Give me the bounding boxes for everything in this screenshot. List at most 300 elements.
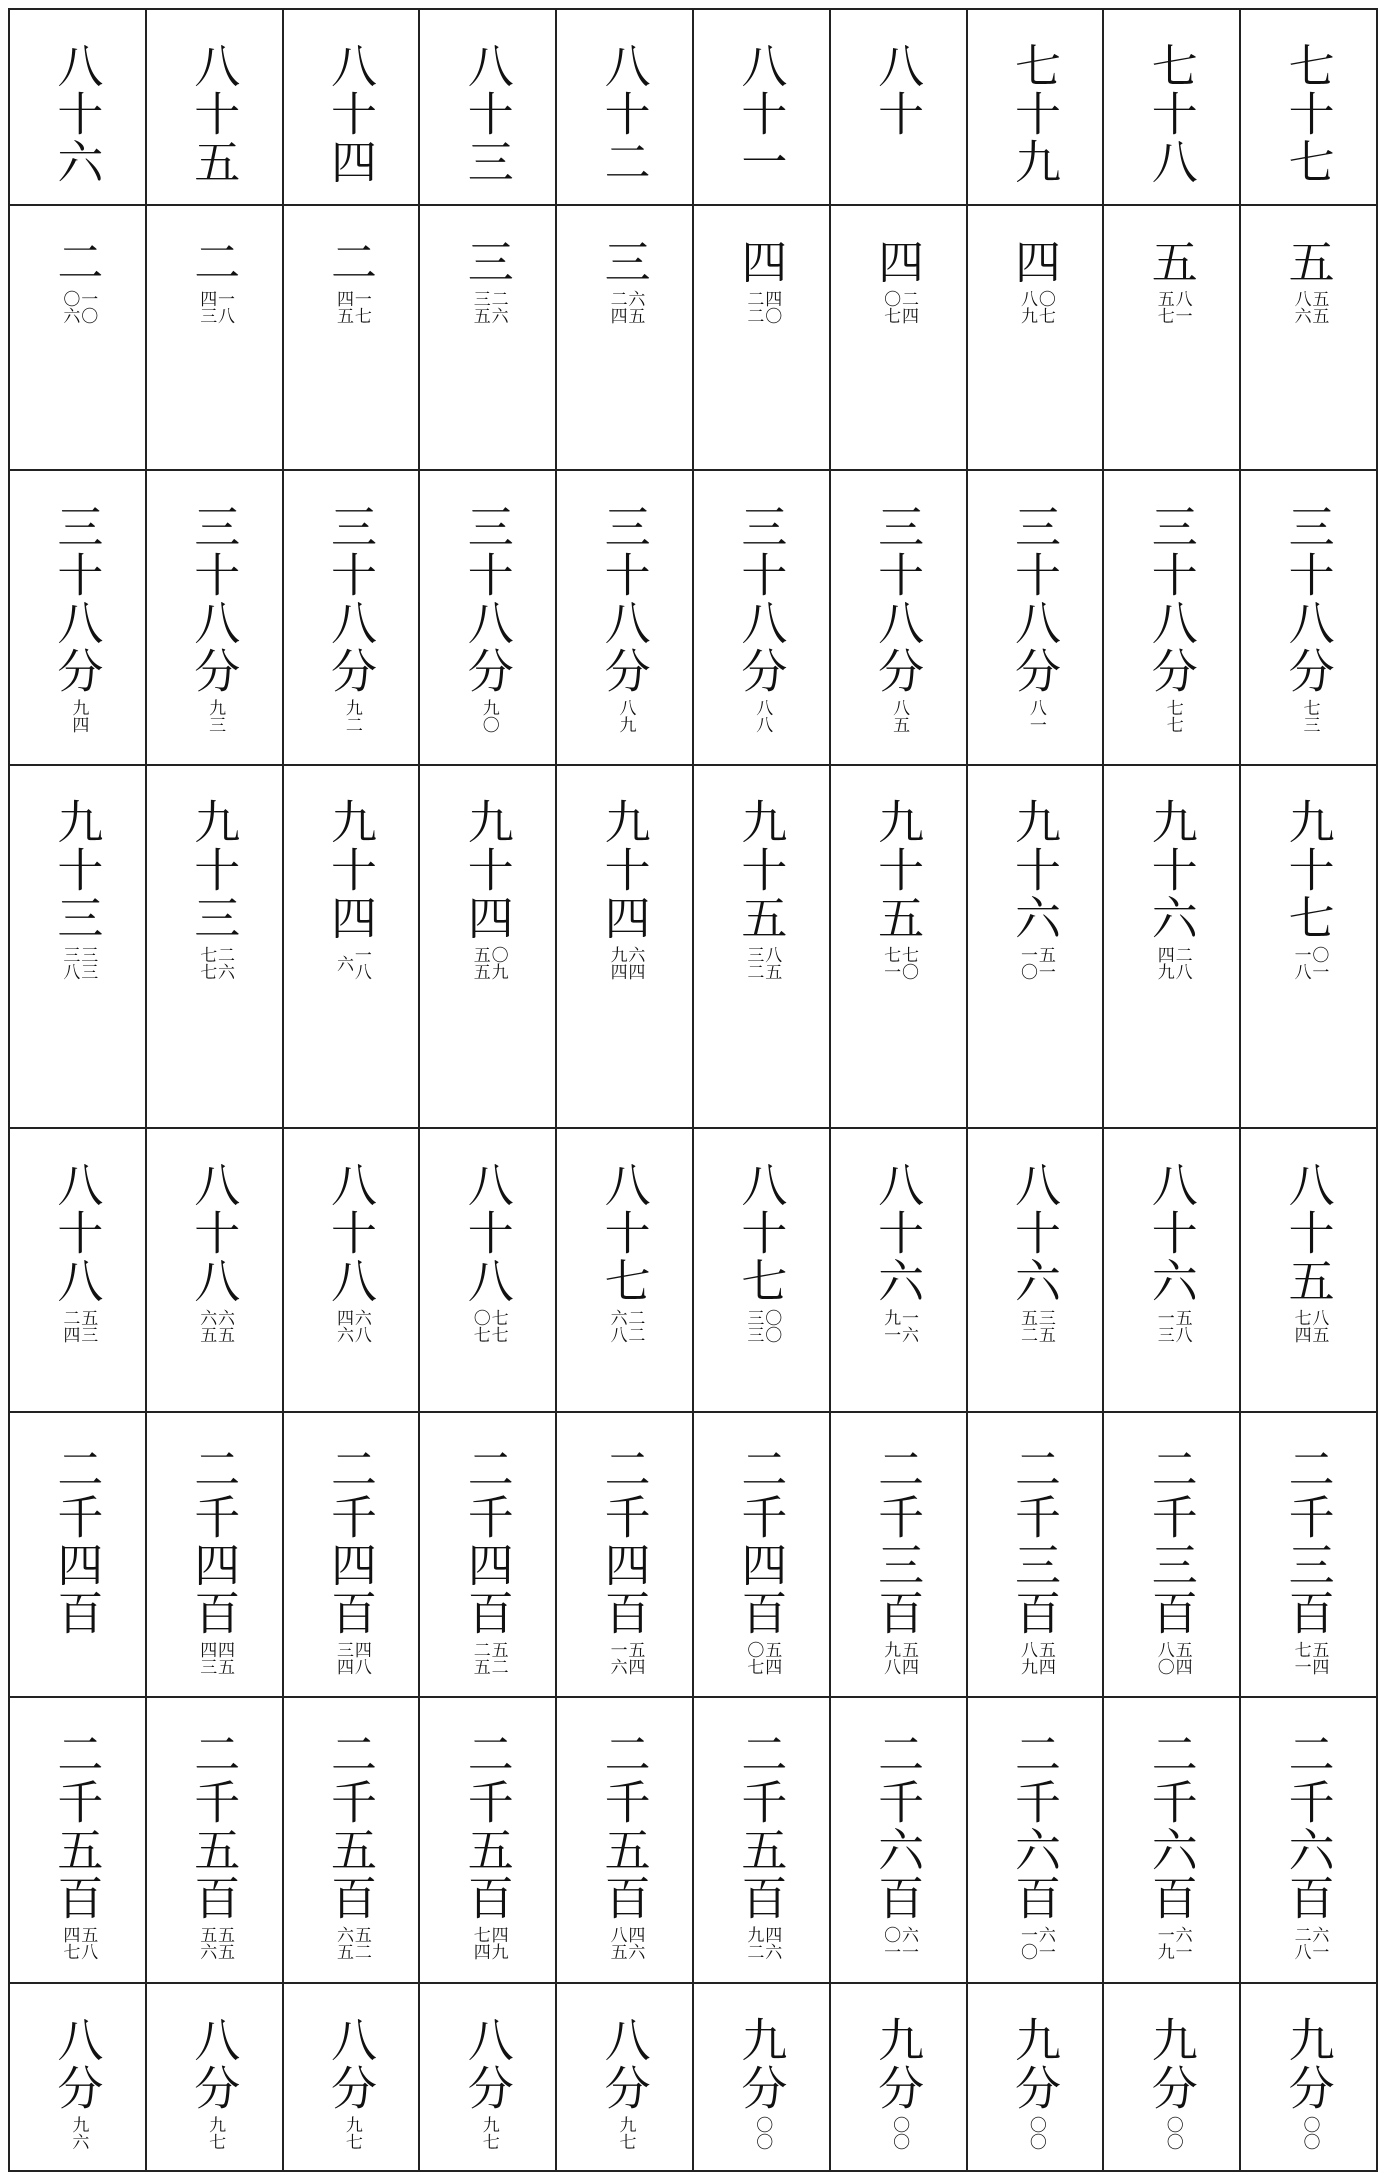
cell-main-text: 四	[734, 238, 789, 286]
cell-subscript	[1300, 699, 1318, 733]
cell-sub-digits: 四八	[350, 1641, 371, 1675]
table-row	[9, 470, 1377, 765]
cell-subscript	[880, 1926, 919, 1960]
cell-subscript	[342, 2116, 360, 2150]
table-cell	[830, 1983, 967, 2171]
cell-sub-digits: 四九	[487, 1926, 508, 1960]
cell-sub-digits: 二六	[487, 290, 508, 324]
cell-sub-digits: 九二	[341, 699, 362, 733]
cell-main-text: 三十八分	[597, 503, 652, 695]
table-cell	[830, 205, 967, 470]
cell-sub-digits: 九七	[341, 2116, 362, 2150]
cell-sub-digits: 六五	[332, 1926, 353, 1960]
cell-sub-digits: 九四	[606, 946, 627, 980]
cell-sub-digits: 八五	[889, 699, 910, 733]
cell-subscript	[1163, 699, 1181, 733]
cell-subscript	[1017, 1926, 1053, 1960]
cell-subscript	[479, 699, 497, 733]
cell-sub-digits: 八一	[1025, 699, 1046, 733]
cell-subscript	[889, 699, 910, 733]
cell-subscript	[333, 1926, 369, 1960]
cell-main-text: 九十三	[50, 798, 105, 942]
cell-sub-digits: 九七	[615, 2116, 636, 2150]
cell-subscript	[1154, 1309, 1190, 1343]
table-cell	[146, 1128, 283, 1412]
cell-subscript	[744, 1309, 780, 1343]
cell-subscript	[205, 2116, 226, 2150]
cell-subscript	[880, 1309, 919, 1343]
cell-subscript	[1163, 2116, 1181, 2150]
table-cell	[9, 470, 146, 765]
cell-sub-digits: 七一	[880, 946, 901, 980]
table-cell	[283, 1697, 420, 1983]
cell-main-text: 八十五	[1281, 1161, 1336, 1305]
cell-main-text: 四	[1007, 238, 1062, 286]
cell-sub-digits: 六一	[1171, 1926, 1192, 1960]
cell-sub-digits: 七七	[487, 1309, 508, 1343]
table-cell	[693, 1412, 830, 1697]
cell-sub-digits: 〇一	[880, 1926, 901, 1960]
cell-main-text: 九分	[1144, 2016, 1199, 2112]
table-cell	[419, 1983, 556, 2171]
cell-sub-digits: 九一	[880, 1309, 901, 1343]
table-cell	[830, 9, 967, 205]
cell-sub-digits: 六一	[898, 1926, 919, 1960]
table-cell	[556, 1412, 693, 1697]
cell-main-text: 九分	[734, 2016, 789, 2112]
cell-sub-digits: 二八	[1290, 1926, 1311, 1960]
cell-subscript	[1154, 1926, 1190, 1960]
table-cell	[1103, 765, 1240, 1128]
cell-sub-digits: 〇七	[880, 290, 901, 324]
table-cell	[1103, 9, 1240, 205]
cell-sub-digits: 一六	[898, 1309, 919, 1343]
cell-subscript	[196, 1641, 235, 1675]
cell-subscript	[1291, 290, 1327, 324]
cell-sub-digits: 九三	[205, 699, 226, 733]
cell-sub-digits: 三八	[59, 946, 80, 980]
cell-subscript	[880, 946, 919, 980]
table-cell	[283, 470, 420, 765]
cell-sub-digits: 四七	[59, 1926, 80, 1960]
cell-subscript	[880, 1641, 919, 1675]
cell-main-text: 八十二	[597, 42, 652, 186]
cell-subscript	[333, 1641, 369, 1675]
cell-sub-digits: 〇六	[59, 290, 80, 324]
cell-sub-digits: 〇〇	[1299, 2116, 1320, 2150]
cell-subscript	[616, 699, 634, 733]
table-cell	[967, 9, 1104, 205]
cell-main-text: 三	[460, 238, 515, 286]
cell-main-text: 九十五	[734, 798, 789, 942]
cell-sub-digits: 五二	[487, 1641, 508, 1675]
cell-main-text: 二千三百	[871, 1445, 926, 1637]
table-cell	[1103, 1697, 1240, 1983]
cell-subscript	[616, 2116, 634, 2150]
cell-subscript	[60, 946, 96, 980]
table-cell	[9, 9, 146, 205]
table-cell	[556, 470, 693, 765]
cell-main-text: 三十八分	[460, 503, 515, 695]
table-cell	[146, 1412, 283, 1697]
cell-main-text: 三十八分	[734, 503, 789, 695]
cell-sub-digits: 〇一	[1308, 946, 1329, 980]
table-cell	[693, 1983, 830, 2171]
cell-main-text: 九分	[871, 2016, 926, 2112]
cell-main-text: 八十八	[50, 1161, 105, 1305]
cell-main-text: 八十八	[323, 1161, 378, 1305]
table-cell	[146, 470, 283, 765]
cell-main-text: 二千四百	[50, 1445, 105, 1637]
table-cell	[419, 765, 556, 1128]
cell-sub-digits: 五五	[214, 1926, 235, 1960]
cell-sub-digits: 九八	[880, 1641, 901, 1675]
table-row	[9, 765, 1377, 1128]
cell-sub-digits: 五五	[469, 946, 490, 980]
table-cell	[967, 1128, 1104, 1412]
cell-sub-digits: 四五	[214, 1641, 235, 1675]
cell-subscript	[607, 1926, 643, 1960]
table-cell	[967, 765, 1104, 1128]
cell-main-text: 八十六	[871, 1161, 926, 1305]
cell-sub-digits: 一九	[1153, 1926, 1174, 1960]
cell-sub-digits: 五八	[77, 1926, 98, 1960]
cell-subscript	[333, 290, 369, 324]
table-row	[9, 1697, 1377, 1983]
cell-sub-digits: 五二	[350, 1926, 371, 1960]
cell-sub-digits: 二六	[214, 946, 235, 980]
cell-main-text: 八十六	[1007, 1161, 1062, 1305]
table-cell	[1103, 1412, 1240, 1697]
table-cell	[830, 765, 967, 1128]
cell-sub-digits: 一〇	[77, 290, 98, 324]
cell-subscript	[607, 290, 643, 324]
table-cell	[419, 205, 556, 470]
cell-sub-digits: 九四	[68, 699, 89, 733]
table-cell	[1240, 9, 1377, 205]
cell-subscript	[1017, 946, 1053, 980]
cell-subscript	[60, 290, 96, 324]
cell-main-text: 九十五	[871, 798, 926, 942]
cell-main-text: 八分	[597, 2016, 652, 2112]
cell-sub-digits: 八八	[752, 699, 773, 733]
table-cell	[1240, 1128, 1377, 1412]
cell-sub-digits: 八五	[606, 1926, 627, 1960]
cell-subscript	[196, 1926, 235, 1960]
cell-sub-digits: 五四	[1171, 1641, 1192, 1675]
cell-main-text: 三	[597, 238, 652, 286]
cell-sub-digits: 五四	[761, 1641, 782, 1675]
cell-subscript	[1291, 1309, 1327, 1343]
table-cell	[556, 1697, 693, 1983]
cell-subscript	[889, 2116, 910, 2150]
cell-sub-digits: 三五	[469, 290, 490, 324]
table-cell	[830, 1697, 967, 1983]
cell-subscript	[1291, 1926, 1327, 1960]
table-cell	[830, 1412, 967, 1697]
cell-main-text: 八十四	[323, 42, 378, 186]
cell-subscript	[1154, 290, 1190, 324]
cell-main-text: 九十六	[1007, 798, 1062, 942]
table-cell	[9, 1128, 146, 1412]
cell-sub-digits: 四〇	[761, 290, 782, 324]
cell-sub-digits: 三三	[743, 1309, 764, 1343]
cell-main-text: 二千四百	[460, 1445, 515, 1637]
cell-sub-digits: 二二	[743, 290, 764, 324]
cell-main-text: 二千五百	[460, 1730, 515, 1922]
cell-main-text: 二千三百	[1007, 1445, 1062, 1637]
cell-sub-digits: 五四	[1034, 1641, 1055, 1675]
cell-main-text: 九分	[1007, 2016, 1062, 2112]
cell-main-text: 五	[1144, 238, 1199, 286]
table-cell	[1240, 1697, 1377, 1983]
table-cell	[419, 1128, 556, 1412]
cell-sub-digits: 五四	[1308, 1641, 1329, 1675]
table-cell	[283, 205, 420, 470]
cell-main-text: 八分	[187, 2016, 242, 2112]
cell-sub-digits: 〇七	[469, 1309, 490, 1343]
table-row	[9, 205, 1377, 470]
cell-subscript	[752, 2116, 773, 2150]
table-cell	[967, 1697, 1104, 1983]
cell-main-text: 九十四	[323, 798, 378, 942]
cell-subscript	[342, 699, 360, 733]
table-cell	[419, 9, 556, 205]
cell-sub-digits: 四六	[624, 1926, 645, 1960]
cell-sub-digits: 〇九	[487, 946, 508, 980]
cell-subscript	[744, 1926, 780, 1960]
cell-main-text: 八十六	[50, 42, 105, 186]
cell-subscript	[1154, 1641, 1190, 1675]
cell-sub-digits: 三四	[332, 1641, 353, 1675]
cell-subscript	[205, 699, 226, 733]
table-cell	[9, 1412, 146, 1697]
cell-main-text: 二千五百	[734, 1730, 789, 1922]
table-cell	[1240, 1412, 1377, 1697]
table-cell	[9, 765, 146, 1128]
table-cell	[1103, 470, 1240, 765]
cell-main-text: 二	[323, 238, 378, 286]
cell-main-text: 八十七	[734, 1161, 789, 1305]
table-cell	[146, 9, 283, 205]
cell-sub-digits: 四九	[1153, 946, 1174, 980]
cell-subscript	[1026, 2116, 1044, 2150]
table-cell	[1240, 470, 1377, 765]
cell-subscript	[1017, 290, 1053, 324]
cell-sub-digits: 〇〇	[1025, 2116, 1046, 2150]
cell-sub-digits: 五一	[1034, 946, 1055, 980]
cell-subscript	[1017, 1309, 1053, 1343]
cell-main-text: 八十三	[460, 42, 515, 186]
cell-sub-digits: 八五	[761, 946, 782, 980]
table-cell	[9, 205, 146, 470]
cell-subscript	[752, 699, 773, 733]
table-cell	[693, 470, 830, 765]
cell-subscript	[1300, 2116, 1318, 2150]
cell-subscript	[880, 290, 919, 324]
cell-sub-digits: 六一	[1308, 1926, 1329, 1960]
cell-sub-digits: 九二	[743, 1926, 764, 1960]
table-cell	[830, 470, 967, 765]
cell-subscript	[60, 1926, 96, 1960]
table-cell	[146, 1697, 283, 1983]
cell-main-text: 五	[1281, 238, 1336, 286]
cell-main-text: 八分	[460, 2016, 515, 2112]
cell-sub-digits: 三三	[77, 946, 98, 980]
cell-sub-digits: 二四	[898, 290, 919, 324]
cell-main-text: 四	[871, 238, 926, 286]
table-cell	[1240, 205, 1377, 470]
cell-main-text: 八分	[323, 2016, 378, 2112]
cell-subscript	[196, 946, 235, 980]
cell-subscript	[1026, 699, 1044, 733]
cell-sub-digits: 二五	[469, 1641, 490, 1675]
cell-sub-digits: 六八	[350, 1309, 371, 1343]
cell-sub-digits: 一〇	[1016, 946, 1037, 980]
table-cell	[1240, 765, 1377, 1128]
cell-sub-digits: 一六	[606, 1641, 627, 1675]
cell-subscript	[744, 946, 780, 980]
cell-subscript	[1154, 946, 1190, 980]
cell-sub-digits: 八一	[1171, 290, 1192, 324]
table-cell	[693, 9, 830, 205]
cell-subscript	[333, 1309, 369, 1343]
cell-main-text: 九分	[1281, 2016, 1336, 2112]
cell-main-text: 三十八分	[50, 503, 105, 695]
table-row	[9, 1983, 1377, 2171]
cell-main-text: 八十五	[187, 42, 242, 186]
table-cell	[419, 1412, 556, 1697]
cell-subscript	[744, 1641, 780, 1675]
cell-sub-digits: 八九	[1016, 1641, 1037, 1675]
cell-main-text: 八十	[871, 42, 926, 138]
cell-main-text: 二千六百	[1281, 1730, 1336, 1922]
cell-sub-digits: 八九	[1016, 290, 1037, 324]
cell-subscript	[1291, 946, 1327, 980]
cell-sub-digits: 一三	[1153, 1309, 1174, 1343]
table-cell	[419, 470, 556, 765]
cell-sub-digits: 一八	[1290, 946, 1311, 980]
cell-main-text: 三十八分	[1144, 503, 1199, 695]
cell-sub-digits: 五六	[196, 1926, 217, 1960]
cell-sub-digits: 七一	[1290, 1641, 1311, 1675]
table-row	[9, 9, 1377, 205]
table-cell	[693, 765, 830, 1128]
table-cell	[830, 1128, 967, 1412]
cell-sub-digits: 七四	[1290, 1309, 1311, 1343]
cell-main-text: 二千六百	[1144, 1730, 1199, 1922]
cell-sub-digits: 五二	[1016, 1309, 1037, 1343]
cell-subscript	[196, 1309, 235, 1343]
cell-sub-digits: 六一	[1034, 1926, 1055, 1960]
cell-sub-digits: 〇〇	[761, 1309, 782, 1343]
cell-sub-digits: 一八	[214, 290, 235, 324]
cell-main-text: 二千六百	[871, 1730, 926, 1922]
cell-main-text: 二千五百	[50, 1730, 105, 1922]
cell-subscript	[607, 1309, 643, 1343]
cell-sub-digits: 〇七	[1034, 290, 1055, 324]
cell-sub-digits: 九六	[68, 2116, 89, 2150]
table-cell	[556, 1983, 693, 2171]
cell-sub-digits: 五五	[1308, 290, 1329, 324]
cell-main-text: 二千五百	[597, 1730, 652, 1922]
cell-sub-digits: 一〇	[1016, 1926, 1037, 1960]
table-cell	[556, 1128, 693, 1412]
cell-sub-digits: 六八	[606, 1309, 627, 1343]
cell-subscript	[1291, 1641, 1327, 1675]
cell-sub-digits: 一八	[350, 946, 371, 980]
cell-subscript	[68, 699, 89, 733]
cell-main-text: 九十三	[187, 798, 242, 942]
cell-sub-digits: 〇〇	[889, 2116, 910, 2150]
table-cell	[556, 9, 693, 205]
cell-sub-digits: 六四	[624, 946, 645, 980]
cell-sub-digits: 九〇	[478, 699, 499, 733]
cell-subscript	[470, 1641, 506, 1675]
cell-main-text: 三十八分	[1281, 503, 1336, 695]
cell-main-text: 八十八	[187, 1161, 242, 1305]
cell-sub-digits: 七七	[196, 946, 217, 980]
table-cell	[693, 1697, 830, 1983]
cell-main-text: 三十八分	[871, 503, 926, 695]
cell-sub-digits: 五四	[898, 1641, 919, 1675]
cell-subscript	[479, 2116, 497, 2150]
cell-sub-digits: 五三	[77, 1309, 98, 1343]
table-cell	[1240, 1983, 1377, 2171]
cell-sub-digits: 五七	[1153, 290, 1174, 324]
cell-sub-digits: 八九	[615, 699, 636, 733]
cell-sub-digits: 五八	[1171, 1309, 1192, 1343]
cell-subscript	[1017, 1641, 1053, 1675]
cell-main-text: 八分	[50, 2016, 105, 2112]
cell-sub-digits: 二八	[1171, 946, 1192, 980]
cell-sub-digits: 四三	[196, 1641, 217, 1675]
table-cell	[9, 1983, 146, 2171]
table-cell	[1103, 1983, 1240, 2171]
table-cell	[967, 470, 1104, 765]
cell-sub-digits: 五四	[624, 1641, 645, 1675]
table-cell	[967, 1412, 1104, 1697]
cell-main-text: 二千五百	[187, 1730, 242, 1922]
cell-sub-digits: 四五	[332, 290, 353, 324]
cell-main-text: 七十九	[1007, 42, 1062, 186]
table-cell	[283, 1983, 420, 2171]
cell-main-text: 二千四百	[734, 1445, 789, 1637]
cell-main-text: 九十六	[1144, 798, 1199, 942]
cell-sub-digits: 〇七	[743, 1641, 764, 1675]
cell-sub-digits: 六五	[214, 1309, 235, 1343]
table-cell	[1103, 1128, 1240, 1412]
cell-main-text: 三十八分	[323, 503, 378, 695]
data-table	[8, 8, 1378, 2172]
cell-main-text: 二千四百	[597, 1445, 652, 1637]
cell-subscript	[68, 2116, 89, 2150]
table-row	[9, 1412, 1377, 1697]
table-cell	[693, 1128, 830, 1412]
table-cell	[283, 1412, 420, 1697]
cell-subscript	[470, 946, 506, 980]
cell-main-text: 八十七	[597, 1161, 652, 1305]
cell-main-text: 二千六百	[1007, 1730, 1062, 1922]
table-cell	[283, 9, 420, 205]
cell-sub-digits: 四六	[761, 1926, 782, 1960]
cell-sub-digits: 三五	[1034, 1309, 1055, 1343]
cell-main-text: 七十七	[1281, 42, 1336, 186]
cell-subscript	[470, 1309, 506, 1343]
cell-sub-digits: 二四	[59, 1309, 80, 1343]
cell-subscript	[470, 1926, 506, 1960]
cell-sub-digits: 三二	[743, 946, 764, 980]
